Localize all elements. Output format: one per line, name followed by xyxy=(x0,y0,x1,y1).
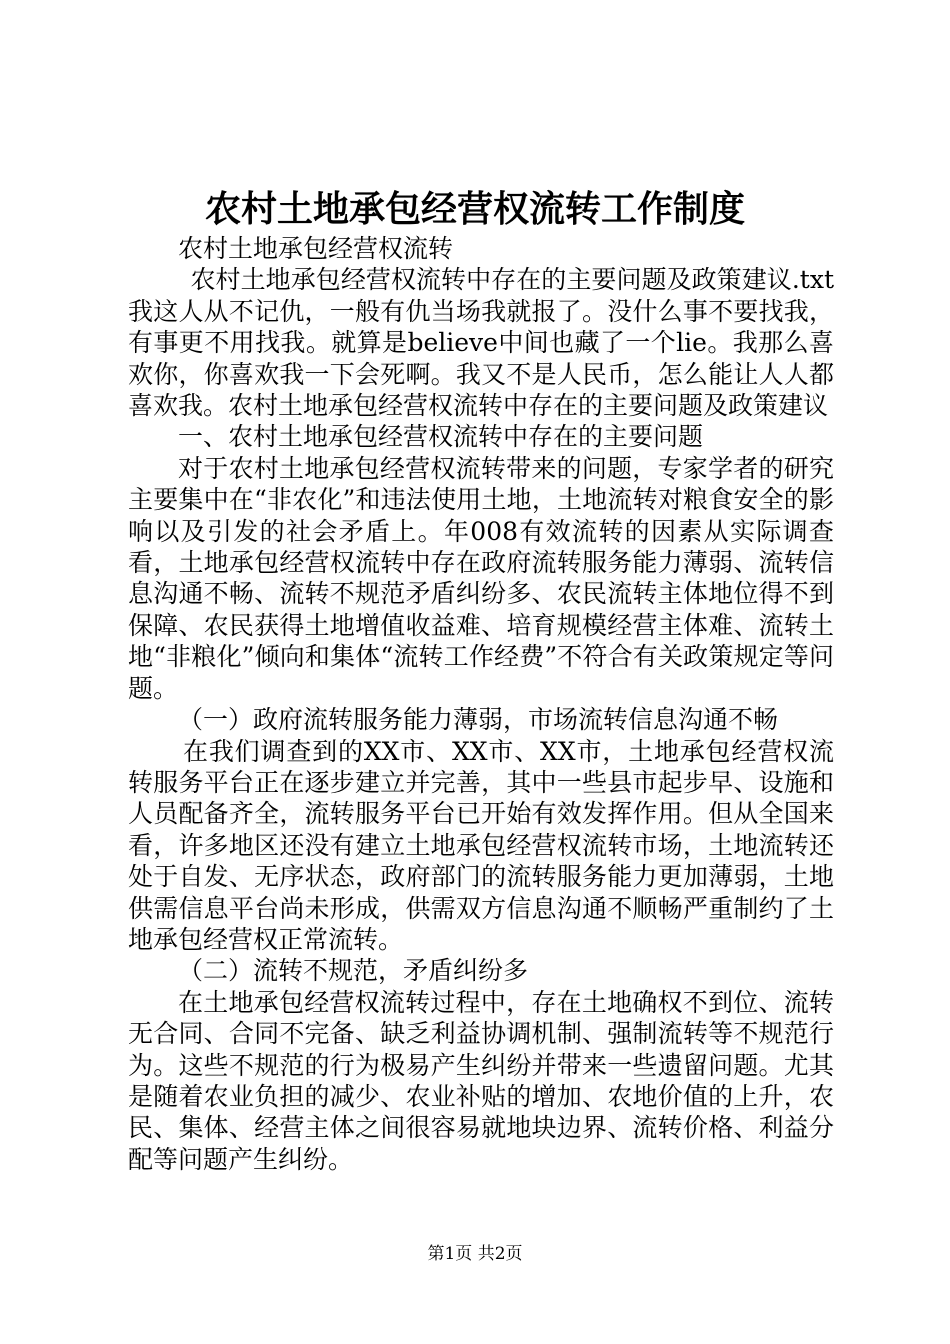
subsection-heading-1: （一）政府流转服务能力薄弱，市场流转信息沟通不畅 xyxy=(178,705,779,735)
paragraph-heading-intro: 农村土地承包经营权流转 xyxy=(178,234,454,263)
subsection-heading-2: （二）流转不规范，矛盾纠纷多 xyxy=(178,956,529,986)
paragraph-intro: 农村土地承包经营权流转中存在的主要问题及政策建议.txt我这人从不记仇，一般有仇当场我就报了。没什么事不要找我，有事更不用找我。就算是believe中间也藏了一个lie。我那么喜欢你，你喜欢我一下会死啊。我又不是人民币，怎么能让人人都喜欢我。农村土地承包经营权流转中存在的主要问题及政策建议 xyxy=(128,265,834,421)
page-number-footer: 第1页 共2页 xyxy=(427,1244,523,1264)
paragraph-subsection-1: 在我们调查到的XX市、XX市、XX市，土地承包经营权流转服务平台正在逐步建立并完善，其中一些县市起步早、设施和人员配备齐全，流转服务平台已开始有效发挥作用。但从全国来看，许多地区还没有建立土地承包经营权流转市场，土地流转还处于自发、无序状态，政府部门的流转服务能力更加薄弱，土地供需信息平台尚未形成，供需双方信息沟通不顺畅严重制约了土地承包经营权正常流转。 xyxy=(128,736,834,954)
section-heading-main-problems: 一、农村土地承包经营权流转中存在的主要问题 xyxy=(178,422,704,452)
document-body xyxy=(128,233,834,1175)
document-title: 农村土地承包经营权流转工作制度 xyxy=(204,189,745,230)
paragraph-subsection-2: 在土地承包经营权流转过程中，存在土地确权不到位、流转无合同、合同不完备、缺乏利益协调机制、强制流转等不规范行为。这些不规范的行为极易产生纠纷并带来一些遗留问题。尤其是随着农业负担的减少、农业补贴的增加、农地价值的上升，农民、集体、经营主体之间很容易就地块边界、流转价格、利益分配等问题产生纠纷。 xyxy=(128,987,834,1174)
paragraph-problems-overview: 对于农村土地承包经营权流转带来的问题，专家学者的研究主要集中在“非农化”和违法使用土地，土地流转对粮食安全的影响以及引发的社会矛盾上。年008有效流转的因素从实际调查看，土地承包经营权流转中存在政府流转服务能力薄弱、流转信息沟通不畅、流转不规范矛盾纠纷多、农民流转主体地位得不到保障、农民获得土地增值收益难、培育规模经营主体难、流转土地“非粮化”倾向和集体“流转工作经费”不符合有关政策规定等问题。 xyxy=(128,453,834,703)
